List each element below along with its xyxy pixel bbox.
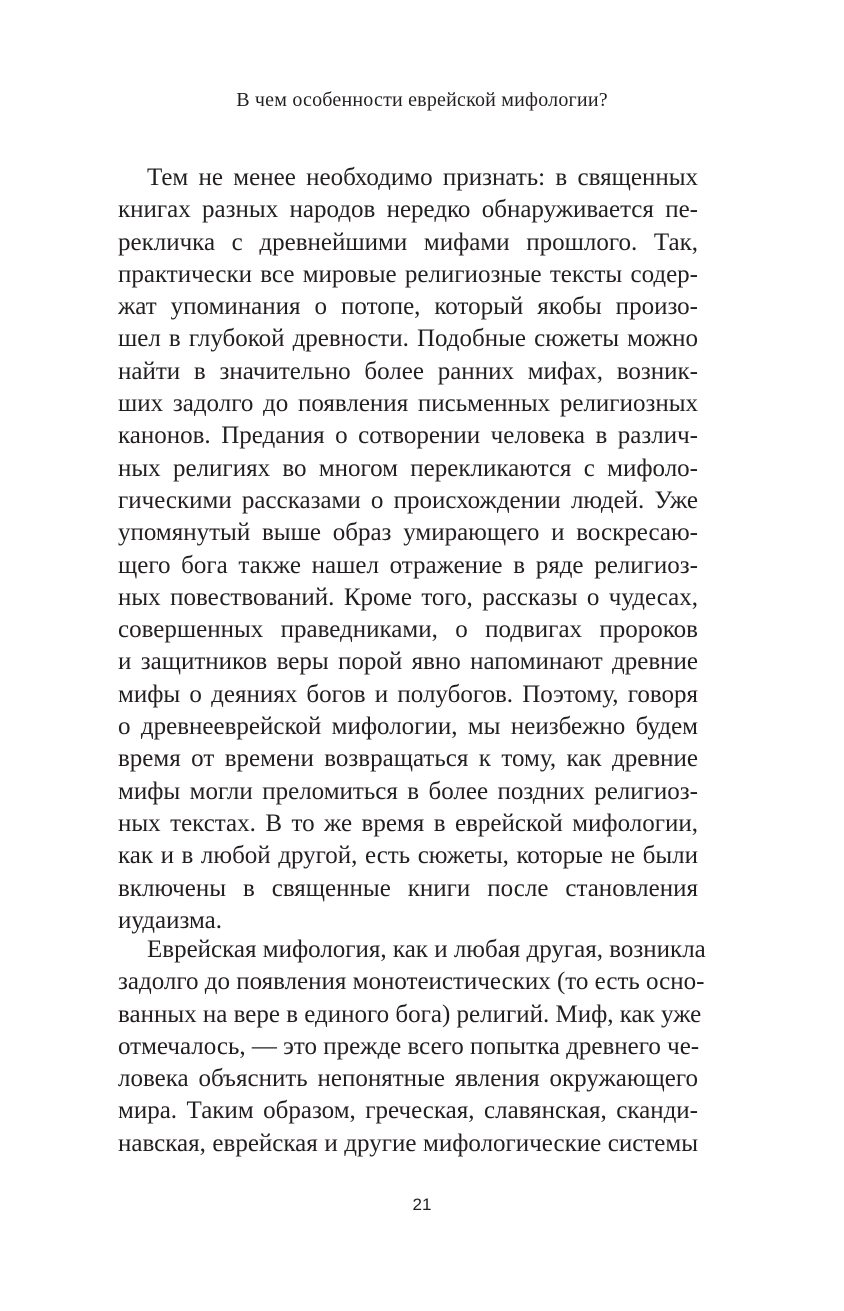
- text-line: Тем не менее необходимо признать: в священных: [147, 164, 698, 191]
- text-line: задолго до появления монотеистических (то есть осно-: [118, 968, 705, 996]
- text-line: рекличка с древнейшими мифами прошлого. Так,: [118, 228, 698, 256]
- text-line: иудаизма.: [118, 906, 223, 934]
- text-line: упомянутый выше образ умирающего и воскресаю-: [118, 519, 698, 547]
- text-line: навская, еврейская и другие мифологические системы: [118, 1129, 698, 1157]
- text-line: мира. Таким образом, греческая, славянская, сканди-: [118, 1097, 698, 1125]
- text-line: включены в священные книги после становления: [118, 874, 698, 902]
- text-line: канонов. Предания о сотворении человека в различ-: [118, 422, 698, 450]
- text-line: ловека объяснить непонятные явления окружающего: [118, 1065, 698, 1093]
- text-line: ных повествований. Кроме того, рассказы о чудесах,: [118, 583, 698, 611]
- text-line: практически все мировые религиозные тексты содер-: [118, 260, 698, 288]
- text-line: мифы могли преломиться в более поздних религиоз-: [118, 777, 698, 805]
- text-line: книгах разных народов нередко обнаруживается пе-: [118, 196, 698, 224]
- text-line: жат упоминания о потопе, который якобы произо-: [118, 293, 698, 321]
- text-line: гическими рассказами о происхождении людей. Уже: [118, 486, 698, 514]
- paragraph-1: [118, 162, 698, 937]
- text-line: ших задолго до появления письменных религиозных: [118, 390, 698, 418]
- text-line: щего бога также нашел отражение в ряде религиоз-: [118, 551, 698, 579]
- text-line: ных религиях во многом перекликаются с мифоло-: [118, 454, 698, 482]
- text-line: как и в любой другой, есть сюжеты, которые не были: [118, 842, 698, 870]
- text-line: о древнееврейской мифологии, мы неизбежно будем: [118, 713, 698, 741]
- text-line: ных текстах. В то же время в еврейской мифологии,: [118, 809, 698, 837]
- text-line: Еврейская мифология, как и любая другая, возникла: [147, 936, 706, 963]
- text-line: шел в глубокой древности. Подобные сюжеты можно: [118, 325, 698, 353]
- running-header: В чем особенности еврейской мифологии?: [236, 89, 608, 111]
- text-line: ванных на вере в единого бога) религий. Миф, как уже: [118, 1000, 702, 1028]
- text-line: отмечалось, — это прежде всего попытка древнего че-: [118, 1032, 700, 1060]
- text-line: совершенных праведниками, о подвигах пророков: [118, 616, 698, 644]
- text-line: найти в значительно более ранних мифах, возник-: [118, 357, 698, 385]
- text-line: и защитников веры порой явно напоминают древние: [118, 648, 698, 676]
- text-line: время от времени возвращаться к тому, как древние: [118, 745, 698, 773]
- page-number: 21: [412, 1195, 432, 1214]
- paragraph-2: [118, 934, 706, 1160]
- text-line: мифы о деяниях богов и полубогов. Поэтому, говоря: [118, 680, 698, 708]
